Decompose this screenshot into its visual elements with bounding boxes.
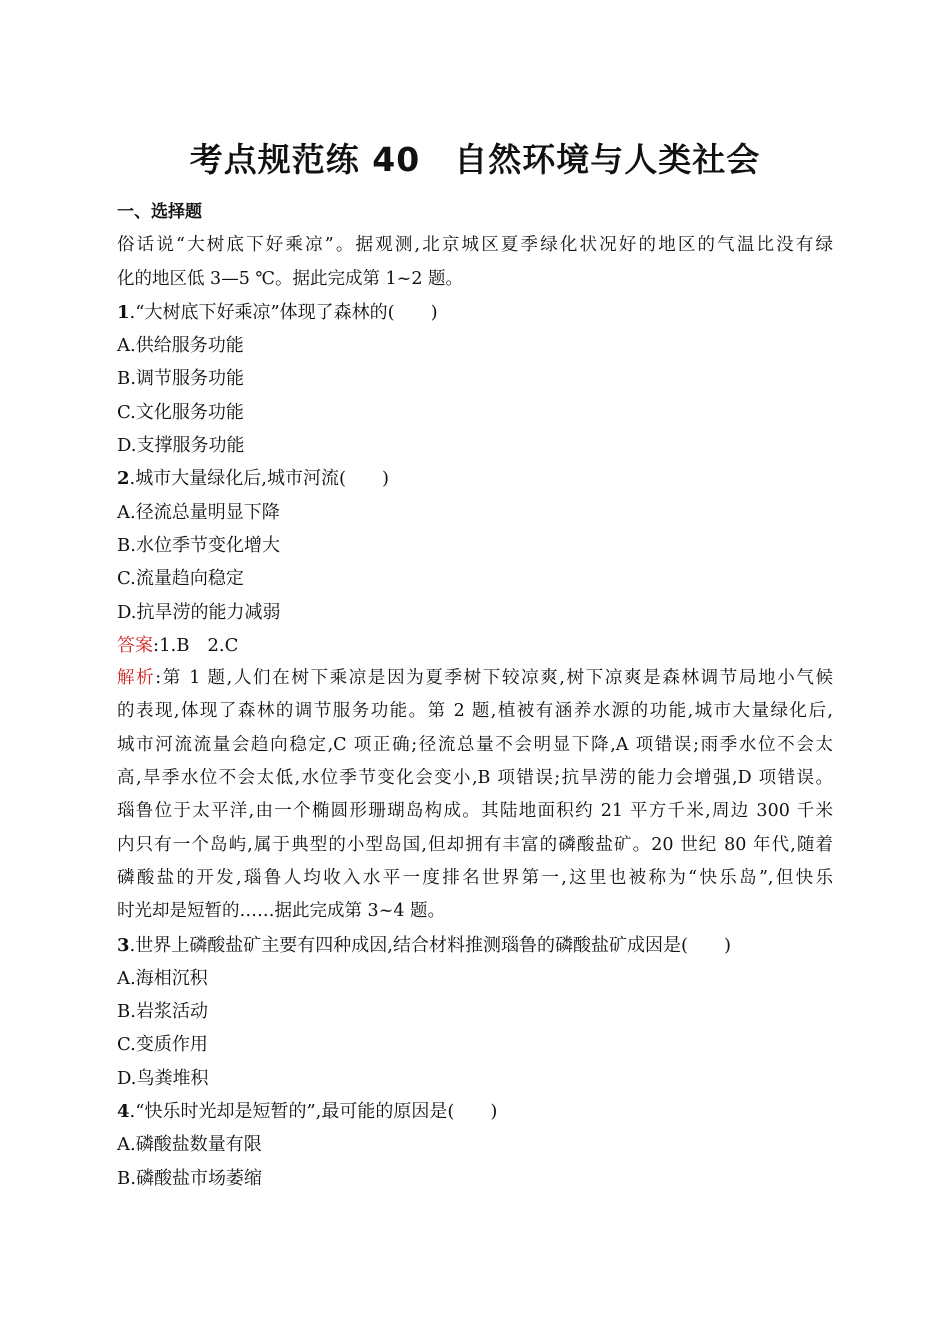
option-b: B.岩浆活动 bbox=[117, 1001, 208, 1023]
option-c: C.文化服务功能 bbox=[117, 401, 244, 423]
question-3 bbox=[117, 929, 833, 962]
option-b: B.调节服务功能 bbox=[117, 368, 244, 390]
option-c: C.变质作用 bbox=[117, 1034, 208, 1056]
question-number: 2 bbox=[117, 468, 130, 490]
option-c: C.流量趋向稳定 bbox=[117, 568, 244, 590]
passage-line: 化的地区低 3—5 ℃。据此完成第 1~2 题。 bbox=[117, 268, 464, 289]
exercise-content bbox=[117, 196, 833, 1195]
passage-line: 俗话说“大树底下好乘凉”。据观测,北京城区夏季绿化状况好的地区的气温比没有绿 bbox=[117, 235, 833, 256]
option-a: A.海相沉积 bbox=[117, 967, 208, 989]
analysis-line: 高,旱季水位不会太低,水位季节变化会变小,B 项错误;抗旱涝的能力会增强,D 项错误。 bbox=[117, 768, 833, 789]
option-a: A.磷酸盐数量有限 bbox=[117, 1134, 262, 1156]
analysis-text: :第 1 题,人们在树下乘凉是因为夏季树下较凉爽,树下凉爽是森林调节局地小气候 bbox=[155, 668, 834, 689]
answer-line bbox=[117, 629, 833, 662]
analysis-label: 解析 bbox=[117, 668, 156, 689]
passage-line: 时光却是短暂的……据此完成第 3~4 题。 bbox=[117, 901, 446, 922]
question-4 bbox=[117, 1095, 833, 1128]
analysis-line: 城市河流流量会趋向稳定,C 项正确;径流总量不会明显下降,A 项错误;雨季水位不会太 bbox=[117, 734, 833, 755]
question-stem: .城市大量绿化后,城市河流( ) bbox=[129, 468, 390, 490]
passage-line: 内只有一个岛屿,属于典型的小型岛国,但却拥有丰富的磷酸盐矿。20 世纪 80 年代,随着 bbox=[117, 834, 833, 855]
analysis-line: 的表现,体现了森林的调节服务功能。第 2 题,植被有涵养水源的功能,城市大量绿化后, bbox=[117, 701, 833, 722]
option-b: B.水位季节变化增大 bbox=[117, 534, 280, 556]
option-d: D.鸟粪堆积 bbox=[117, 1067, 209, 1089]
question-number: 3 bbox=[117, 934, 130, 956]
option-d: D.支撑服务功能 bbox=[117, 435, 245, 457]
analysis-line bbox=[117, 662, 833, 695]
question-stem: .世界上磷酸盐矿主要有四种成因,结合材料推测瑙鲁的磷酸盐矿成因是( ) bbox=[129, 934, 732, 956]
question-1 bbox=[117, 296, 833, 329]
section-heading: 一、选择题 bbox=[117, 202, 202, 222]
option-a: A.供给服务功能 bbox=[117, 335, 244, 357]
option-d: D.抗旱涝的能力减弱 bbox=[117, 601, 281, 623]
question-number: 4 bbox=[117, 1101, 130, 1123]
passage-line: 磷酸盐的开发,瑙鲁人均收入水平一度排名世界第一,这里也被称为“快乐岛”,但快乐 bbox=[117, 867, 833, 888]
question-stem: .“快乐时光却是短暂的”,最可能的原因是( ) bbox=[129, 1101, 498, 1123]
answer-label: 答案 bbox=[117, 634, 153, 656]
page-title: 考点规范练 40 自然环境与人类社会 bbox=[189, 140, 761, 179]
option-a: A.径流总量明显下降 bbox=[117, 501, 280, 523]
answer-text: :1.B 2.C bbox=[153, 634, 239, 656]
option-b: B.磷酸盐市场萎缩 bbox=[117, 1167, 262, 1189]
question-number: 1 bbox=[117, 301, 130, 323]
passage-line: 瑙鲁位于太平洋,由一个椭圆形珊瑚岛构成。其陆地面积约 21 平方千米,周边 300 千米 bbox=[117, 801, 833, 822]
question-2 bbox=[117, 462, 833, 495]
question-stem: .“大树底下好乘凉”体现了森林的( ) bbox=[129, 301, 438, 323]
